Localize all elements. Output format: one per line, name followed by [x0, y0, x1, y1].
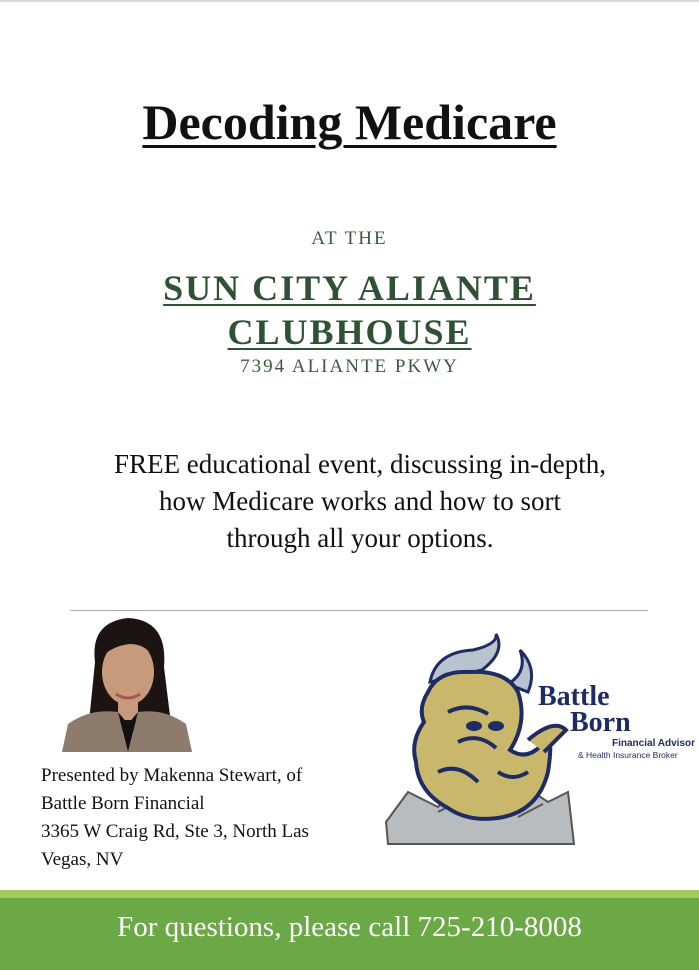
section-divider [70, 610, 648, 611]
presenter-line: Vegas, NV [41, 849, 124, 870]
logo-text-born: Born [570, 707, 631, 738]
footer-contact-text: For questions, please call 725-210-8008 [117, 911, 582, 943]
description-line: how Medicare works and how to sort [159, 486, 561, 516]
footer-banner [0, 898, 699, 970]
logo-text-battle: Battle [538, 681, 610, 712]
venue-name-line2: CLUBHOUSE [227, 312, 472, 352]
presenter-line: Battle Born Financial [41, 793, 205, 814]
venue-address: 7394 ALIANTE PKWY [240, 356, 459, 377]
presenter-photo [60, 612, 194, 752]
presenter-info [41, 762, 371, 874]
top-border [0, 0, 699, 2]
venue-name-line1: SUN CITY ALIANTE [163, 268, 536, 308]
event-title: Decoding Medicare [142, 94, 557, 150]
venue-prefix: AT THE [311, 228, 388, 249]
logo-subtitle: Financial Advisor [612, 738, 695, 749]
logo-tagline: & Health Insurance Broker [578, 750, 678, 760]
footer-accent-stripe [0, 890, 699, 898]
presenter-line: Presented by Makenna Stewart, of [41, 765, 303, 786]
description-line: through all your options. [226, 523, 494, 553]
bull-logo-icon [378, 622, 698, 850]
description-line: FREE educational event, discussing in-depth, [114, 449, 606, 479]
presenter-line: 3365 W Craig Rd, Ste 3, North Las [41, 821, 309, 842]
event-description [40, 446, 680, 557]
venue-name [0, 266, 699, 354]
